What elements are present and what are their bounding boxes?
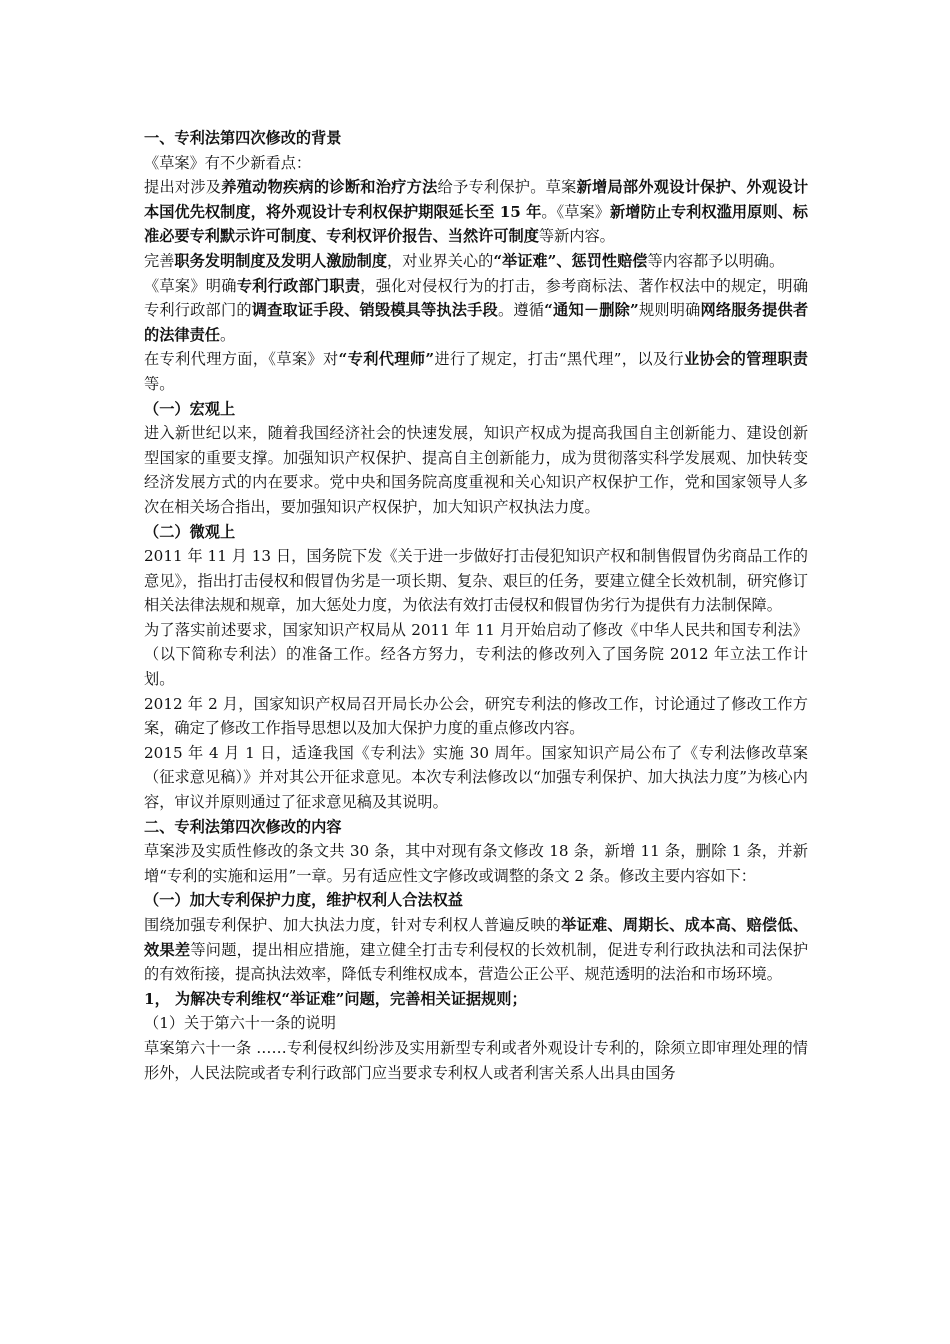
subheading-micro: （二）微观上 bbox=[144, 522, 236, 541]
bold-text-run: 新增防止专利权滥用原则、标准必要专利默示许可制度、专利权评价报告、当然许可制度 bbox=[144, 202, 808, 246]
paragraph-micro-1: 2011 年 11 月 13 日，国务院下发《关于进一步做好打击侵犯知识产权和制售假冒伪劣商品工作的意见》，指出打击侵权和假冒伪劣是一项长期、复杂、艰巨的任务，要建立健全长效机制，研究修订相关法律法规和规章，加大惩处力度，为依法有效打击侵权和假冒伪劣行为提供有力法制保障。 bbox=[144, 547, 808, 615]
paragraph-3 bbox=[144, 274, 808, 348]
paragraph-1 bbox=[144, 175, 808, 249]
text-run: 。遵循 bbox=[497, 301, 545, 320]
text-run: ，强化对侵权行为的打击，参考商标法、著作权法中的规定，明确专利行政部门的 bbox=[144, 276, 809, 320]
text-run: 等内容都予以明确。 bbox=[647, 251, 785, 270]
paragraph-micro-3: 2012 年 2 月，国家知识产权局召开局长办公会，研究专利法的修改工作，讨论通过了修改工作方案，确定了修改工作指导思想以及加大保护力度的重点修改内容。 bbox=[144, 694, 808, 738]
text-run: 提出对涉及 bbox=[144, 178, 222, 197]
bold-text-run: 新增局部外观设计保护、外观设计本国优先权制度，将外观设计专利权保护期限延长至 15 年 bbox=[144, 178, 809, 221]
paragraph-protect bbox=[144, 913, 808, 987]
document-page bbox=[144, 126, 808, 1085]
text-run: 等问题，提出相应措施，建立健全打击专利侵权的长效机制，促进专利行政执法和司法保护的有效衔接，提高执法效率，降低专利维权成本，营造公正公平、规范透明的法治和市场环境。 bbox=[144, 940, 808, 984]
paragraph-micro-2: 为了落实前述要求，国家知识产权局从 2011 年 11 月开始启动了修改《中华人民共和国专利法》（以下简称专利法）的准备工作。经各方努力，专利法的修改列入了国务院 2012 年立法工作计划。 bbox=[144, 620, 808, 689]
paragraph-macro: 进入新世纪以来，随着我国经济社会的快速发展，知识产权成为提高我国自主创新能力、建设创新型国家的重要支撑。加强知识产权保护、提高自主创新能力，成为贯彻落实科学发展观、加快转变经济发展方式的内在要求。党中央和国务院高度重视和关心知识产权保护工作，党和国家领导人多次在相关场合指出，要加强知识产权保护，加大知识产权执法力度。 bbox=[144, 424, 808, 516]
paragraph-micro-4: 2015 年 4 月 1 日，适逢我国《专利法》实施 30 周年。国家知识产局公布了《专利法修改草案（征求意见稿）》并对其公开征求意见。本次专利法修改以“加强专利保护、加大执法力度”为核心内容，审议并原则通过了征求意见稿及其说明。 bbox=[144, 743, 808, 812]
text-run: 等新内容。 bbox=[538, 227, 615, 246]
paragraph-2 bbox=[144, 249, 808, 274]
text-run: 规则明确 bbox=[638, 301, 701, 320]
text-run: 《草案》明确 bbox=[144, 276, 237, 295]
bold-text-run: 举证难、周期长、成本高、赔偿低、效果差 bbox=[144, 916, 809, 959]
item-1-subheading: （1）关于第六十一条的说明 bbox=[144, 1014, 336, 1033]
paragraph-4 bbox=[144, 347, 808, 396]
item-1-text: 草案第六十一条 ……专利侵权纠纷涉及实用新型专利或者外观设计专利的，除须立即审理处理的情形外，人民法院或者专利行政部门应当要求专利权人或者利害关系人出具由国务 bbox=[144, 1038, 808, 1082]
bold-text-run: “专利代理师” bbox=[338, 350, 435, 369]
text-run: 围绕加强专利保护、加大执法力度，针对专利权人普遍反映的 bbox=[144, 916, 562, 934]
text-run: 在专利代理方面，《草案》对 bbox=[144, 350, 339, 369]
bold-text-run: 业协会的管理职责 bbox=[683, 350, 808, 369]
paragraph-content: 草案涉及实质性修改的条文共 30 条，其中对现有条文修改 18 条，新增 11 条，删除 1 条，并新增“专利的实施和运用”一章。另有适应性文字修改或调整的条文 2 条。修改主要内容如下： bbox=[144, 842, 808, 885]
text-run: ，对业界关心的 bbox=[387, 251, 494, 270]
subheading-macro: （一）宏观上 bbox=[144, 399, 236, 418]
bold-text-run: “通知－删除” bbox=[544, 301, 639, 320]
section-heading-2: 二、专利法第四次修改的内容 bbox=[144, 817, 342, 836]
text-run: 。 bbox=[219, 325, 236, 344]
text-run: 进行了规定，打击“黑代理”，以及行 bbox=[434, 350, 684, 369]
text-run: 。《草案》 bbox=[541, 202, 610, 221]
subheading-protect: （一）加大专利保护力度，维护权利人合法权益 bbox=[144, 891, 463, 910]
section-heading-1: 一、专利法第四次修改的背景 bbox=[144, 129, 342, 147]
bold-text-run: 网络服务提供者的法律责任 bbox=[144, 301, 809, 344]
bold-text-run: 养殖动物疾病的诊断和治疗方法 bbox=[221, 178, 438, 197]
bold-text-run: 调查取证手段、销毁模具等执法手段 bbox=[251, 301, 498, 320]
bold-text-run: 专利行政部门职责 bbox=[236, 276, 361, 295]
paragraph-intro: 《草案》有不少新看点： bbox=[144, 153, 312, 172]
text-run: 完善 bbox=[144, 251, 175, 270]
item-1-heading: 1， 为解决专利维权“举证难”问题，完善相关证据规则； bbox=[144, 989, 527, 1008]
bold-text-run: “举证难”、惩罚性赔偿 bbox=[493, 251, 648, 270]
bold-text-run: 职务发明制度及发明人激励制度 bbox=[174, 251, 387, 270]
text-run: 等。 bbox=[144, 374, 175, 393]
text-run: 给予专利保护。草案 bbox=[437, 178, 577, 197]
